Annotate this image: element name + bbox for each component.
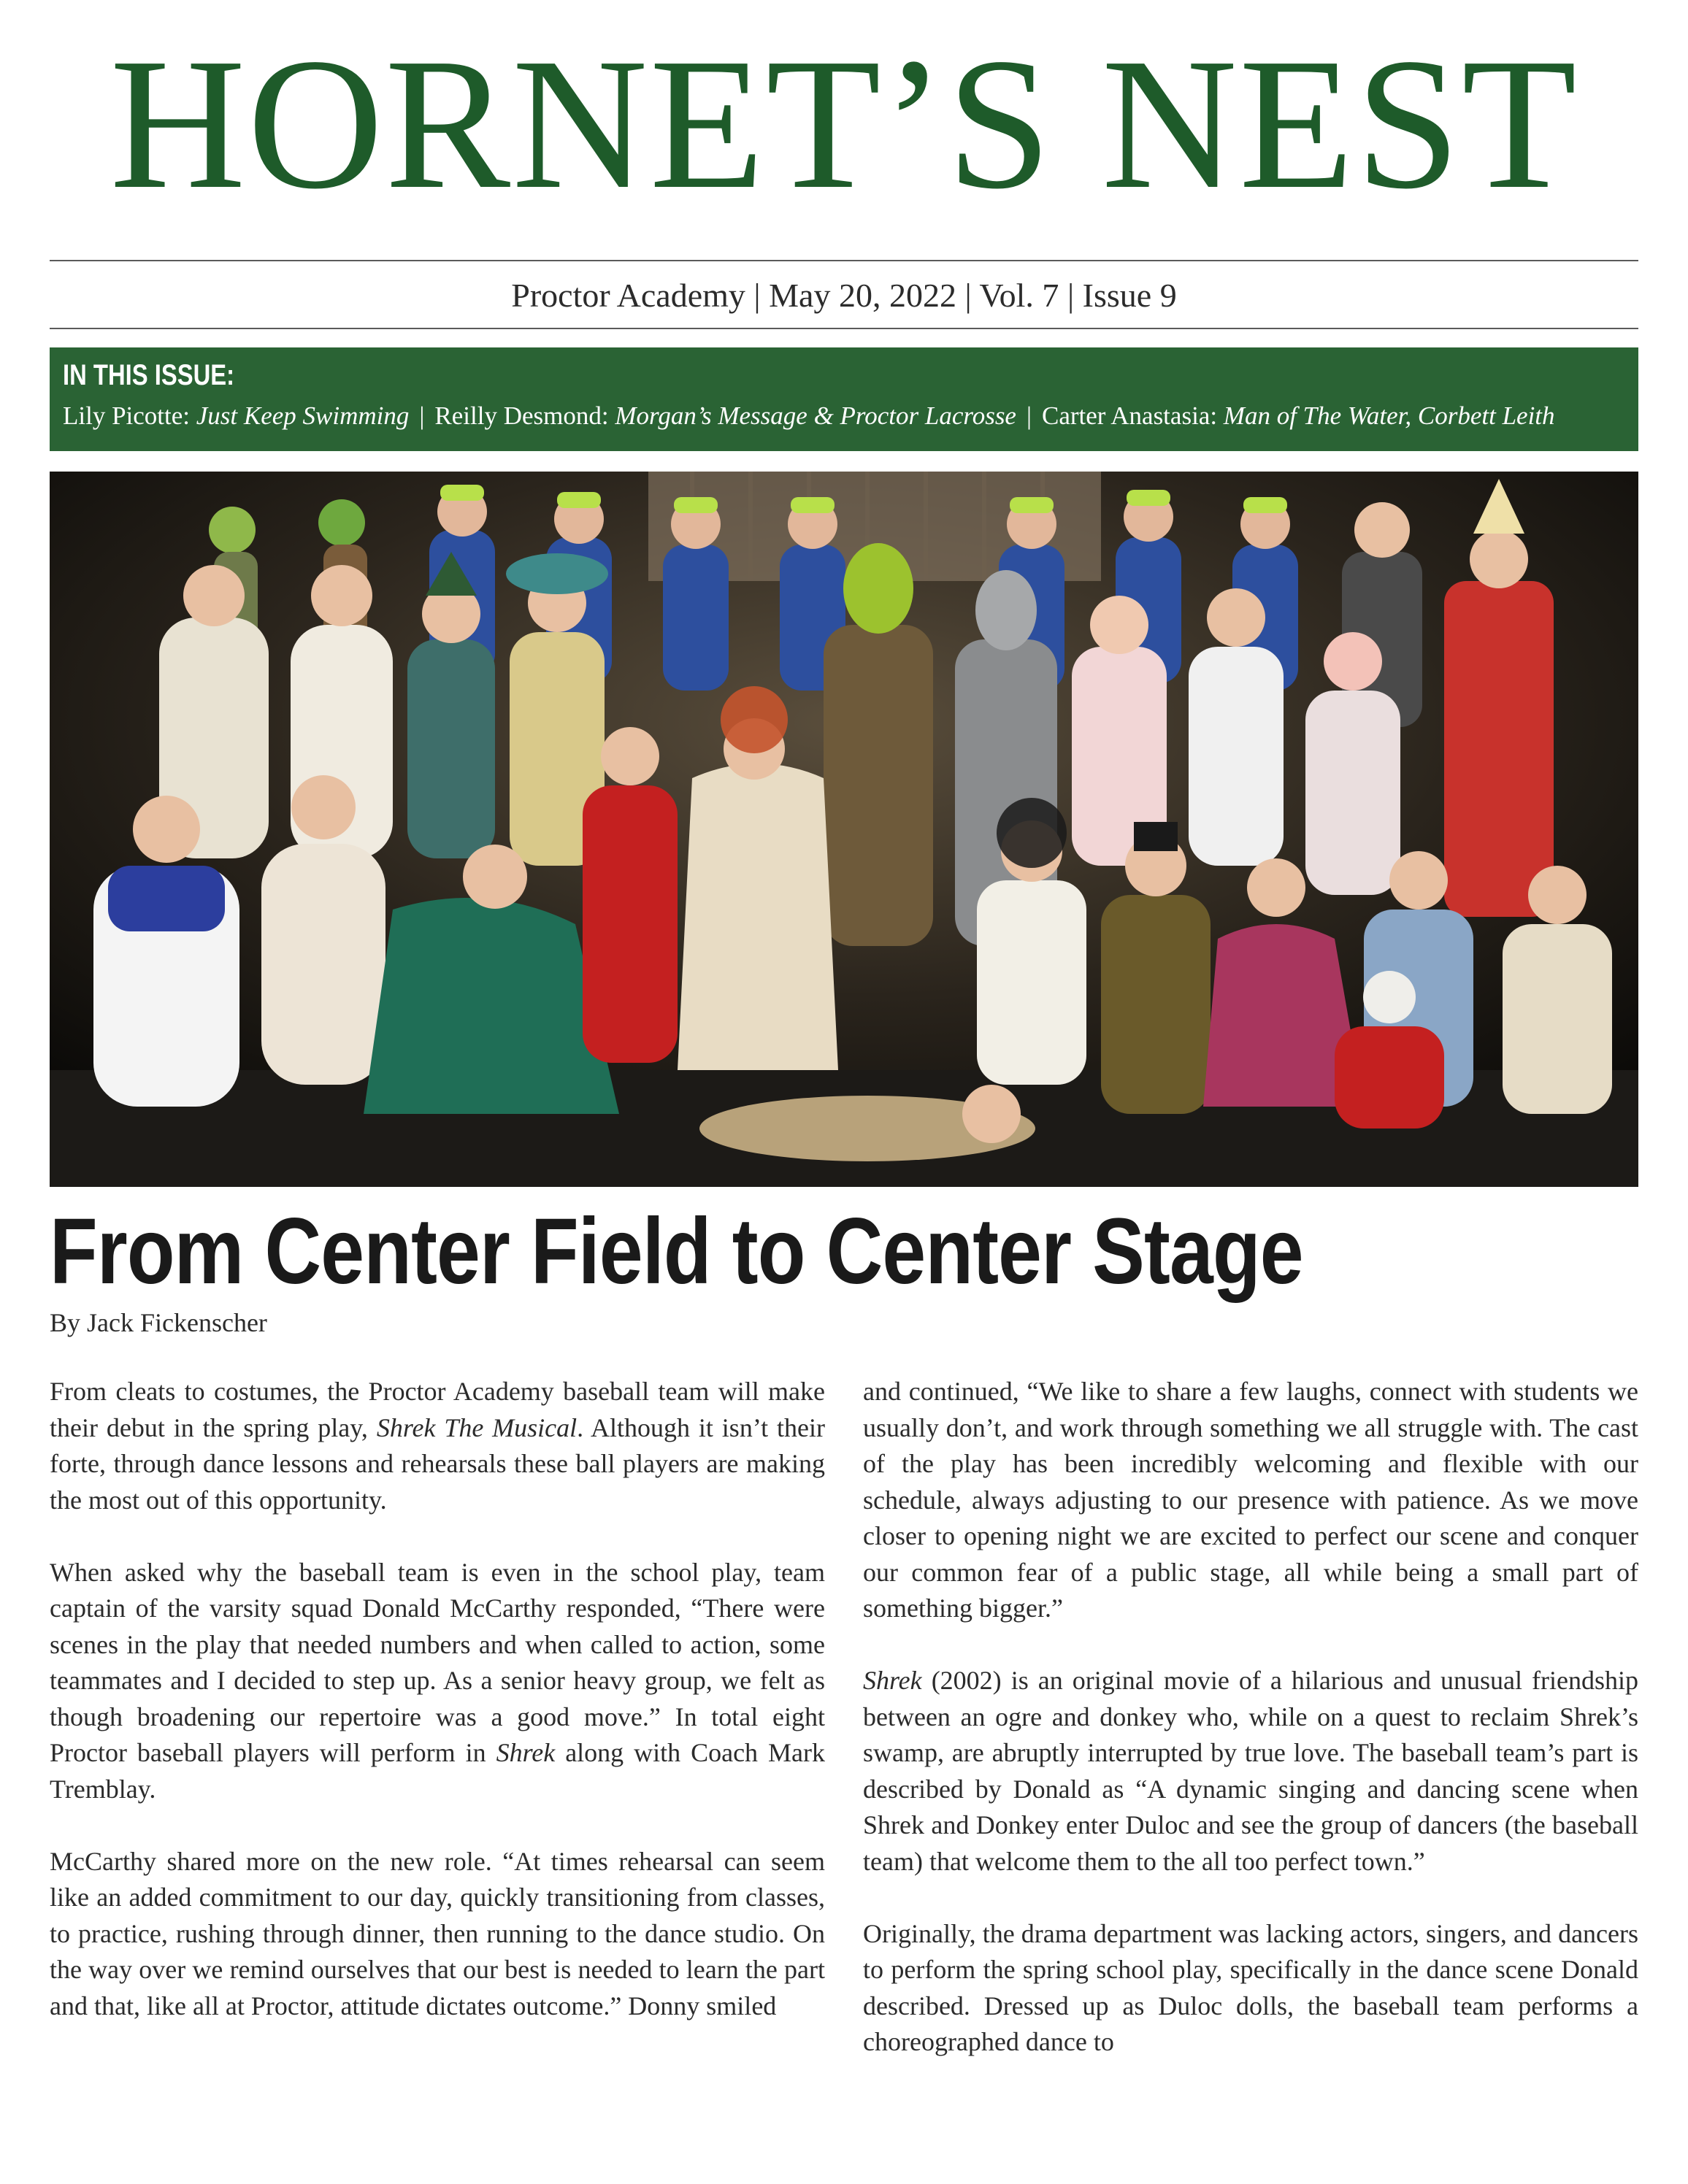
dateline-separator: |	[964, 277, 972, 314]
paragraph-text: along with Coach Mark Tremblay.	[50, 1738, 825, 1804]
article-paragraph	[863, 1663, 1638, 1880]
paragraph-emphasis: Shrek	[496, 1738, 556, 1767]
paragraph-text: When asked why the baseball team is even in the school play, team captain of the varsity squad Donald McCarthy responded, “There were scenes in the play that needed numbers and when called to action, some teammates and I decided to step up. As a senior heavy group, we felt as though broadening our repertoire was a good move.” In total eight Proctor baseball players will perform in	[50, 1557, 825, 1767]
in-this-issue-heading: IN THIS ISSUE:	[63, 359, 235, 391]
article-column-left	[50, 1374, 825, 2177]
article-headline: From Center Field to Center Stage	[50, 1199, 1303, 1304]
issue-item-author: Reilly Desmond:	[434, 401, 609, 430]
paragraph-text: From cleats to costumes, the Proctor Academy baseball team will make their debut in the spring play,	[50, 1377, 825, 1442]
issue-separator: |	[419, 401, 425, 430]
issue-item-author: Lily Picotte:	[63, 401, 191, 430]
issue-item-author: Carter Anastasia:	[1041, 401, 1218, 430]
in-this-issue-list	[63, 399, 1625, 434]
paragraph-emphasis: Shrek The Musical	[376, 1412, 578, 1442]
in-this-issue-box	[50, 347, 1638, 451]
cast-photo-illustration	[50, 472, 1638, 1187]
issue-item-title: Morgan’s Message & Proctor Lacrosse	[615, 401, 1016, 430]
article-paragraph	[50, 1555, 825, 1808]
issue-separator: |	[1026, 401, 1032, 430]
paragraph-text: . Although it isn’t their forte, through dance lessons and rehearsals these ball players are making the most out of this opportunity.	[50, 1412, 825, 1515]
dateline-separator: |	[753, 277, 761, 314]
article-column-right	[863, 1374, 1638, 2177]
dateline-date: May 20, 2022	[769, 277, 956, 314]
article-paragraph: McCarthy shared more on the new role. “At times rehearsal can seem like an added commitment to our day, quickly transitioning from classes, to practice, rushing through dinner, then running to the dance studio. On the way over we remind ourselves that our best is needed to learn the part and that, like all at Proctor, attitude dictates outcome.” Donny smiled	[50, 1846, 825, 2020]
dateline-separator: |	[1067, 277, 1075, 314]
masthead-rule-bottom	[50, 328, 1638, 329]
cast-photo	[50, 472, 1638, 1187]
issue-item-title: Man of The Water, Corbett Leith	[1223, 401, 1555, 430]
dateline-school: Proctor Academy	[511, 277, 745, 314]
article-byline: By Jack Fickenscher	[50, 1308, 267, 1337]
paragraph-emphasis: Shrek	[863, 1666, 922, 1695]
dateline-issue: Issue 9	[1082, 277, 1177, 314]
article-paragraph	[50, 1374, 825, 1518]
masthead-title: HORNET’S NEST	[110, 19, 1578, 228]
article-paragraph: Originally, the drama department was lacking actors, singers, and dancers to perform the spring school play, specifically in the dance scene Donald described. Dressed up as Duloc dolls, the baseball team performs a choreographed dance to	[863, 1918, 1638, 2056]
paragraph-text: (2002) is an original movie of a hilarious and unusual friendship between an ogre and donkey who, while on a quest to reclaim Shrek’s swamp, are abruptly interrupted by true love. The baseball team’s part is described by Donald as “A dynamic singing and dancing scene when Shrek and Donkey enter Duloc and see the group of dancers (the baseball team) that welcome them to the all too perfect town.”	[863, 1666, 1638, 1876]
article-paragraph: and continued, “We like to share a few laughs, connect with students we usually don’t, and work through something we all struggle with. The cast of the play has been incredibly welcoming and flexible with our schedule, always adjusting to our presence with patience. As we move closer to opening night we are excited to perfect our scene and conquer our common fear of a public stage, all while being a small part of something bigger.”	[863, 1377, 1638, 1623]
masthead-rule-top	[50, 260, 1638, 261]
issue-item-title: Just Keep Swimming	[196, 401, 410, 430]
dateline-volume: Vol. 7	[979, 277, 1059, 314]
dateline	[50, 272, 1638, 320]
